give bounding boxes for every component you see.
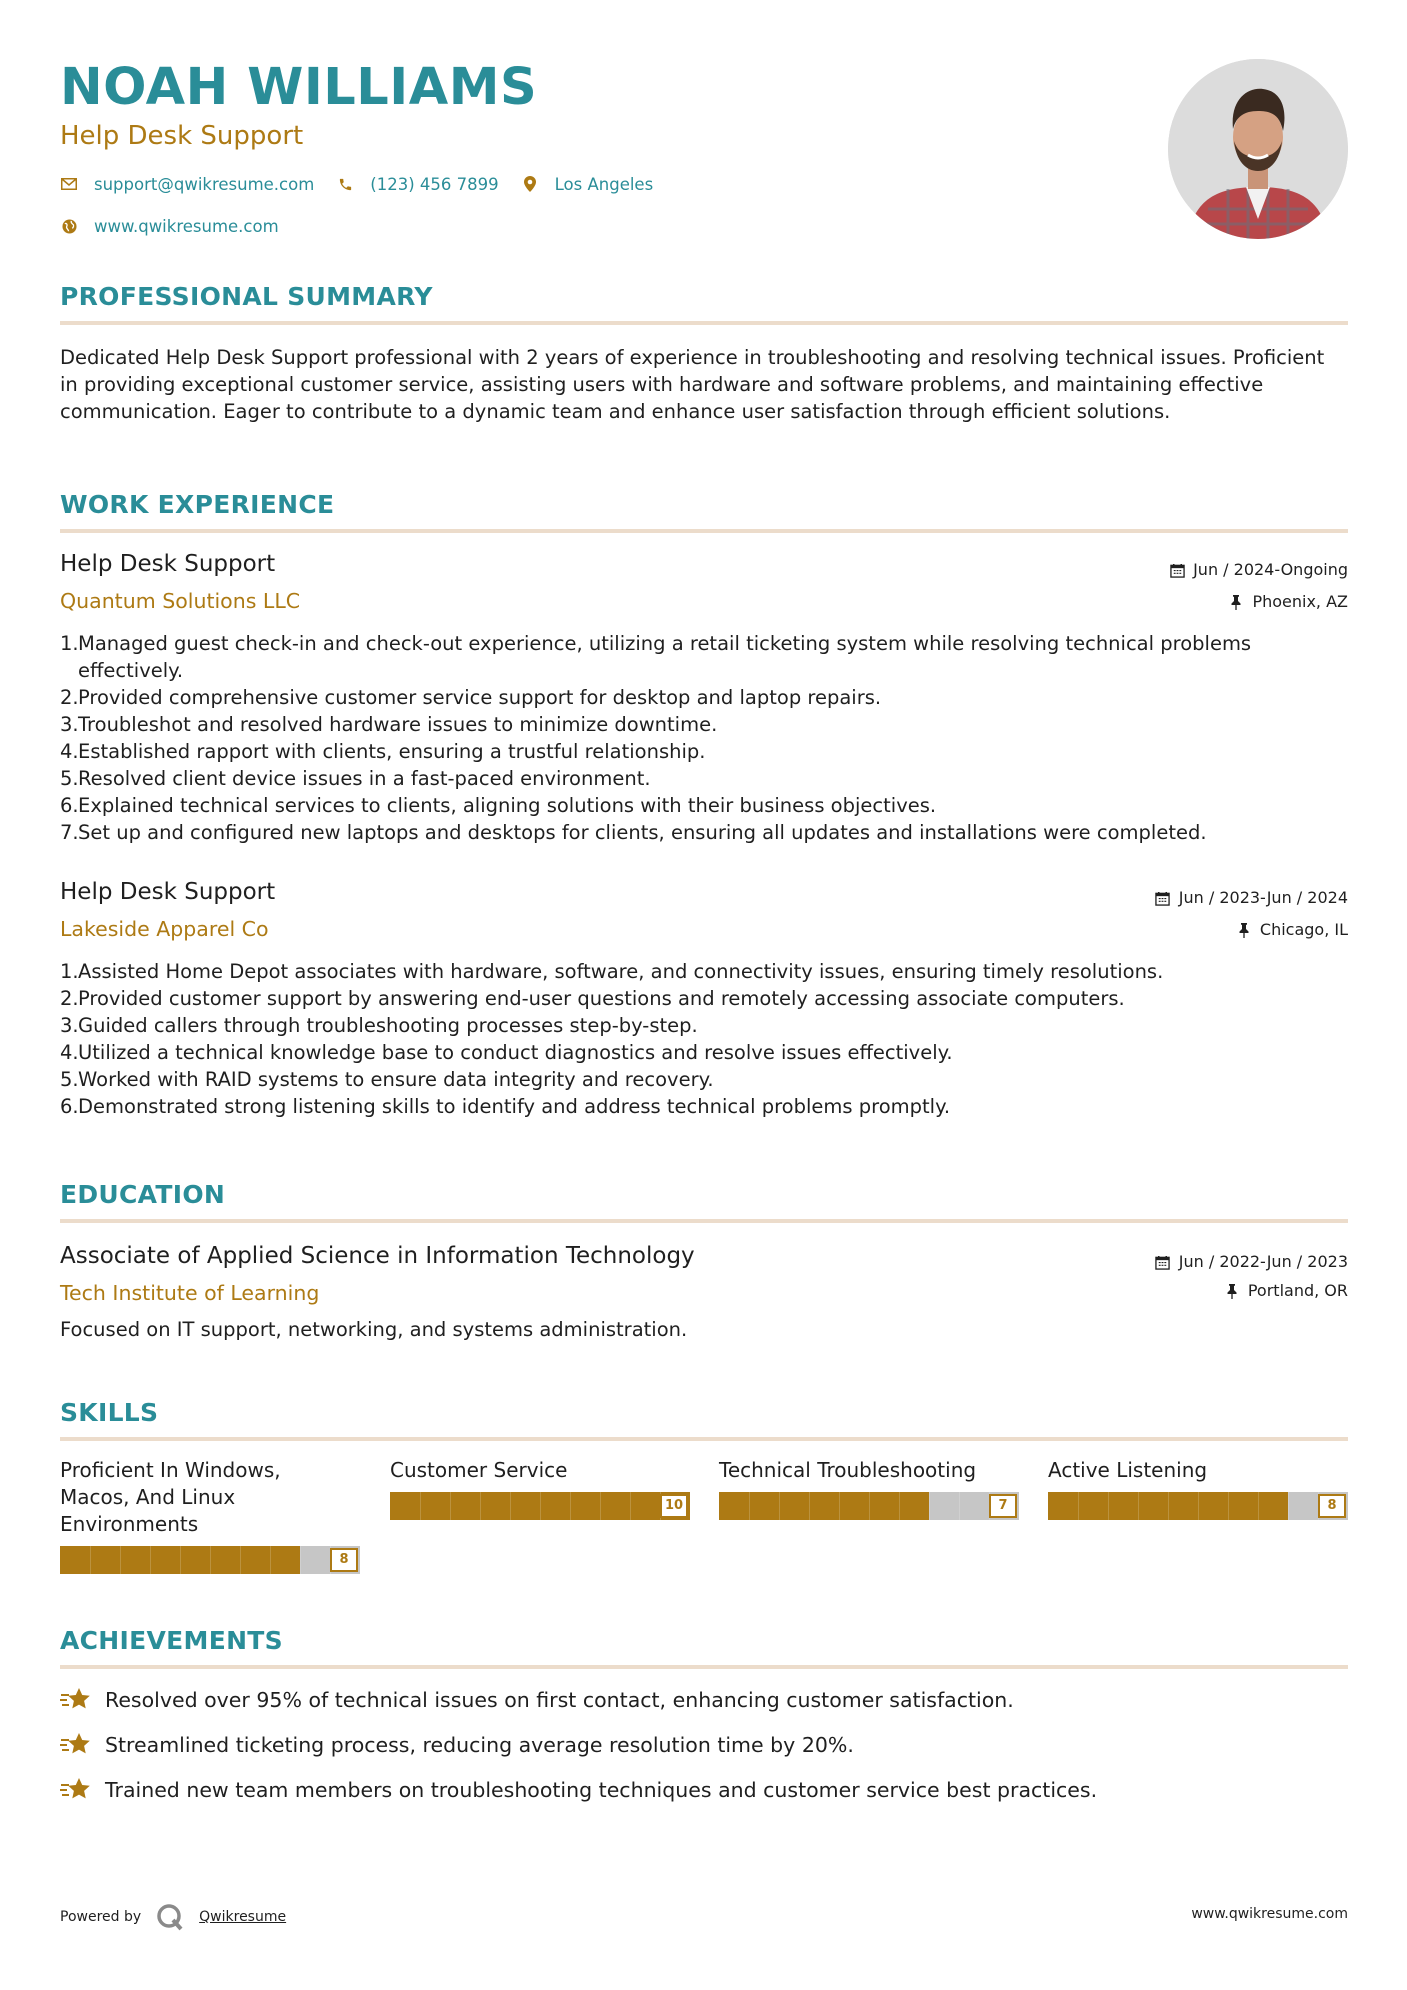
job-title: Help Desk Support: [60, 879, 276, 905]
achievement-item: [60, 1686, 1348, 1714]
bullet-text: Established rapport with clients, ensuring a trustful relationship.: [78, 740, 706, 763]
skills-divider: [60, 1437, 1348, 1441]
experience-divider: [60, 529, 1348, 533]
skill-bar-segment: [570, 1492, 571, 1520]
achievements-list: [60, 1686, 1348, 1821]
bullet-text: Demonstrated strong listening skills to identify and address technical problems promptly.: [78, 1095, 951, 1118]
experience-heading: WORK EXPERIENCE: [60, 490, 335, 519]
skill-bar-segment: [749, 1492, 750, 1520]
skill-bar-segment: [869, 1492, 870, 1520]
email-text: support@qwikresume.com: [94, 174, 315, 194]
skill-bar: [390, 1492, 690, 1520]
achievement-text: Trained new team members on troubleshooting techniques and customer service best practices.: [105, 1778, 1098, 1802]
achievements-heading: ACHIEVEMENTS: [60, 1626, 283, 1655]
skill-item: [719, 1457, 1019, 1520]
job-company: Quantum Solutions LLC: [60, 589, 301, 613]
footer-powered-by: [60, 1902, 286, 1932]
candidate-name: NOAH WILLIAMS: [60, 58, 538, 117]
powered-by-text: Powered by: [60, 1909, 142, 1925]
degree-title: Associate of Applied Science in Information Technology: [60, 1243, 695, 1269]
summary-text: Dedicated Help Desk Support professional with 2 years of experience in troubleshooting and resolving technical issues. Proficient in providing exceptional customer service, assisting users with hardware and software problems, and maintaining effective communication. Eager to contribute to a dynamic team and enhance user satisfaction through efficient solutions.: [60, 346, 1325, 423]
bullet-number: 6.: [60, 794, 79, 817]
bullet-text: Managed guest check-in and check-out experience, utilizing a retail ticketing system while resolving technical problems effectively.: [78, 632, 1252, 682]
skill-bar-segment: [1288, 1492, 1289, 1520]
phone-icon: [336, 175, 354, 193]
education-note: Focused on IT support, networking, and systems administration.: [60, 1318, 688, 1341]
skill-level: 8: [330, 1548, 358, 1572]
skill-bar-segment: [899, 1492, 900, 1520]
bullet-item: [60, 1066, 1348, 1093]
skill-label: Active Listening: [1048, 1458, 1208, 1482]
pushpin-icon: [1224, 1283, 1240, 1299]
website-text: www.qwikresume.com: [94, 216, 279, 236]
skill-bar-segment: [809, 1492, 810, 1520]
job-dates: [1155, 888, 1348, 908]
job-dates-text: Jun / 2023-Jun / 2024: [1178, 888, 1348, 907]
phone-text: (123) 456 7899: [370, 174, 499, 194]
bullet-number: 1.: [60, 960, 79, 983]
bullet-item: [60, 1012, 1348, 1039]
bullet-number: 1.: [60, 632, 79, 655]
skill-bar-segment: [90, 1546, 91, 1574]
job-dates: [1169, 560, 1348, 580]
job-location-text: Chicago, IL: [1259, 920, 1348, 939]
job-company: Lakeside Apparel Co: [60, 917, 269, 941]
bullet-text: Explained technical services to clients, aligning solutions with their business objectives.: [78, 794, 937, 817]
skill-item: [60, 1457, 360, 1574]
skill-bar: [60, 1546, 360, 1574]
skill-bar-segment: [480, 1492, 481, 1520]
bullet-item: [60, 985, 1348, 1012]
skill-level: 10: [660, 1494, 688, 1518]
job-location: [1228, 592, 1348, 612]
bullet-item: [60, 1039, 1348, 1066]
skill-bar-segment: [929, 1492, 930, 1520]
envelope-icon: [60, 175, 78, 193]
qwikresume-logo-icon: [155, 1902, 185, 1932]
bullet-item: [60, 684, 1348, 711]
education-dates-text: Jun / 2022-Jun / 2023: [1178, 1252, 1348, 1271]
summary-divider: [60, 321, 1348, 325]
candidate-role: Help Desk Support: [60, 121, 304, 151]
bullet-text: Utilized a technical knowledge base to conduct diagnostics and resolve issues effectively.: [78, 1041, 953, 1064]
calendar-icon: [1155, 1254, 1171, 1270]
skill-bar-segment: [210, 1546, 211, 1574]
star-icon: [60, 1686, 92, 1714]
achievements-divider: [60, 1665, 1348, 1669]
skill-label: Technical Troubleshooting: [719, 1458, 977, 1482]
skill-bar-segment: [779, 1492, 780, 1520]
bullet-number: 3.: [60, 713, 79, 736]
skill-bar: [719, 1492, 1019, 1520]
skill-bar-segment: [1228, 1492, 1229, 1520]
bullet-item: [60, 765, 1348, 792]
bullet-text: Provided customer support by answering end-user questions and remotely accessing associate computers.: [78, 987, 1125, 1010]
contact-info: [60, 172, 675, 256]
skill-bar-segment: [1138, 1492, 1139, 1520]
bullet-number: 7.: [60, 821, 79, 844]
skill-bar-segment: [1168, 1492, 1169, 1520]
job-bullets: [60, 630, 1348, 846]
skill-bar-segment: [1078, 1492, 1079, 1520]
skill-bar-segment: [450, 1492, 451, 1520]
skill-bar-segment: [1198, 1492, 1199, 1520]
contact-website[interactable]: [60, 217, 279, 236]
bullet-item: [60, 711, 1348, 738]
contact-location: [521, 175, 654, 194]
bullet-text: Resolved client device issues in a fast-paced environment.: [78, 767, 651, 790]
skill-bar-segment: [839, 1492, 840, 1520]
bullet-item: [60, 630, 1348, 684]
skill-label: Proficient In Windows, Macos, And Linux Environments: [60, 1458, 281, 1536]
location-text: Los Angeles: [554, 174, 654, 194]
calendar-icon: [1169, 562, 1185, 578]
star-icon: [60, 1731, 92, 1759]
map-pin-icon: [521, 175, 539, 193]
job-bullets: [60, 958, 1348, 1120]
achievement-text: Resolved over 95% of technical issues on first contact, enhancing customer satisfaction.: [105, 1688, 1014, 1712]
bullet-item: [60, 738, 1348, 765]
contact-email[interactable]: [60, 175, 314, 194]
skill-bar-segment: [510, 1492, 511, 1520]
footer-website[interactable]: www.qwikresume.com: [1191, 1906, 1348, 1922]
skill-level: 8: [1318, 1494, 1346, 1518]
bullet-number: 4.: [60, 740, 79, 763]
skill-level: 7: [989, 1494, 1017, 1518]
skill-bar-segment: [150, 1546, 151, 1574]
pushpin-icon: [1236, 922, 1252, 938]
education-dates: [1155, 1252, 1348, 1272]
bullet-number: 5.: [60, 767, 79, 790]
achievement-item: [60, 1731, 1348, 1759]
calendar-icon: [1155, 890, 1171, 906]
bullet-text: Set up and configured new laptops and desktops for clients, ensuring all updates and installations were completed.: [78, 821, 1207, 844]
skill-item: [390, 1457, 690, 1520]
skill-bar-segment: [180, 1546, 181, 1574]
skill-bar-segment: [1108, 1492, 1109, 1520]
skill-bar-segment: [120, 1546, 121, 1574]
skill-bar-segment: [600, 1492, 601, 1520]
bullet-text: Provided comprehensive customer service support for desktop and laptop repairs.: [78, 686, 882, 709]
skill-bar-segment: [630, 1492, 631, 1520]
education-divider: [60, 1219, 1348, 1223]
skills-heading: SKILLS: [60, 1398, 159, 1427]
education-location-text: Portland, OR: [1247, 1281, 1348, 1300]
skill-bar-segment: [1258, 1492, 1259, 1520]
skill-bar-segment: [959, 1492, 960, 1520]
job-dates-text: Jun / 2024-Ongoing: [1193, 560, 1348, 579]
star-icon: [60, 1776, 92, 1804]
school-name: Tech Institute of Learning: [60, 1281, 320, 1305]
profile-photo: [1168, 59, 1348, 239]
skill-bar-segment: [300, 1546, 301, 1574]
skill-item: [1048, 1457, 1348, 1520]
bullet-number: 2.: [60, 987, 79, 1010]
skill-bar-segment: [270, 1546, 271, 1574]
job-title: Help Desk Support: [60, 551, 276, 577]
bullet-number: 6.: [60, 1095, 79, 1118]
bullet-text: Troubleshot and resolved hardware issues to minimize downtime.: [78, 713, 718, 736]
achievement-text: Streamlined ticketing process, reducing average resolution time by 20%.: [105, 1733, 854, 1757]
bullet-item: [60, 819, 1348, 846]
bullet-item: [60, 958, 1348, 985]
qwikresume-link[interactable]: Qwikresume: [199, 1909, 287, 1925]
achievement-item: [60, 1776, 1348, 1804]
bullet-text: Worked with RAID systems to ensure data integrity and recovery.: [78, 1068, 714, 1091]
skill-bar-fill: [719, 1492, 929, 1520]
bullet-number: 5.: [60, 1068, 79, 1091]
bullet-text: Assisted Home Depot associates with hardware, software, and connectivity issues, ensuring timely resolutions.: [78, 960, 1164, 983]
education-location: [1224, 1281, 1348, 1301]
bullet-item: [60, 1093, 1348, 1120]
pushpin-icon: [1228, 594, 1244, 610]
skill-bar-segment: [540, 1492, 541, 1520]
education-heading: EDUCATION: [60, 1180, 226, 1209]
skill-bar-segment: [420, 1492, 421, 1520]
skill-bar-segment: [240, 1546, 241, 1574]
skill-label: Customer Service: [390, 1458, 568, 1482]
globe-icon: [60, 217, 78, 235]
summary-heading: PROFESSIONAL SUMMARY: [60, 282, 433, 311]
bullet-number: 2.: [60, 686, 79, 709]
job-location: [1236, 920, 1348, 940]
bullet-item: [60, 792, 1348, 819]
contact-phone[interactable]: [336, 175, 498, 194]
skill-bar: [1048, 1492, 1348, 1520]
bullet-number: 4.: [60, 1041, 79, 1064]
bullet-number: 3.: [60, 1014, 79, 1037]
bullet-text: Guided callers through troubleshooting processes step-by-step.: [78, 1014, 698, 1037]
job-location-text: Phoenix, AZ: [1252, 592, 1348, 611]
